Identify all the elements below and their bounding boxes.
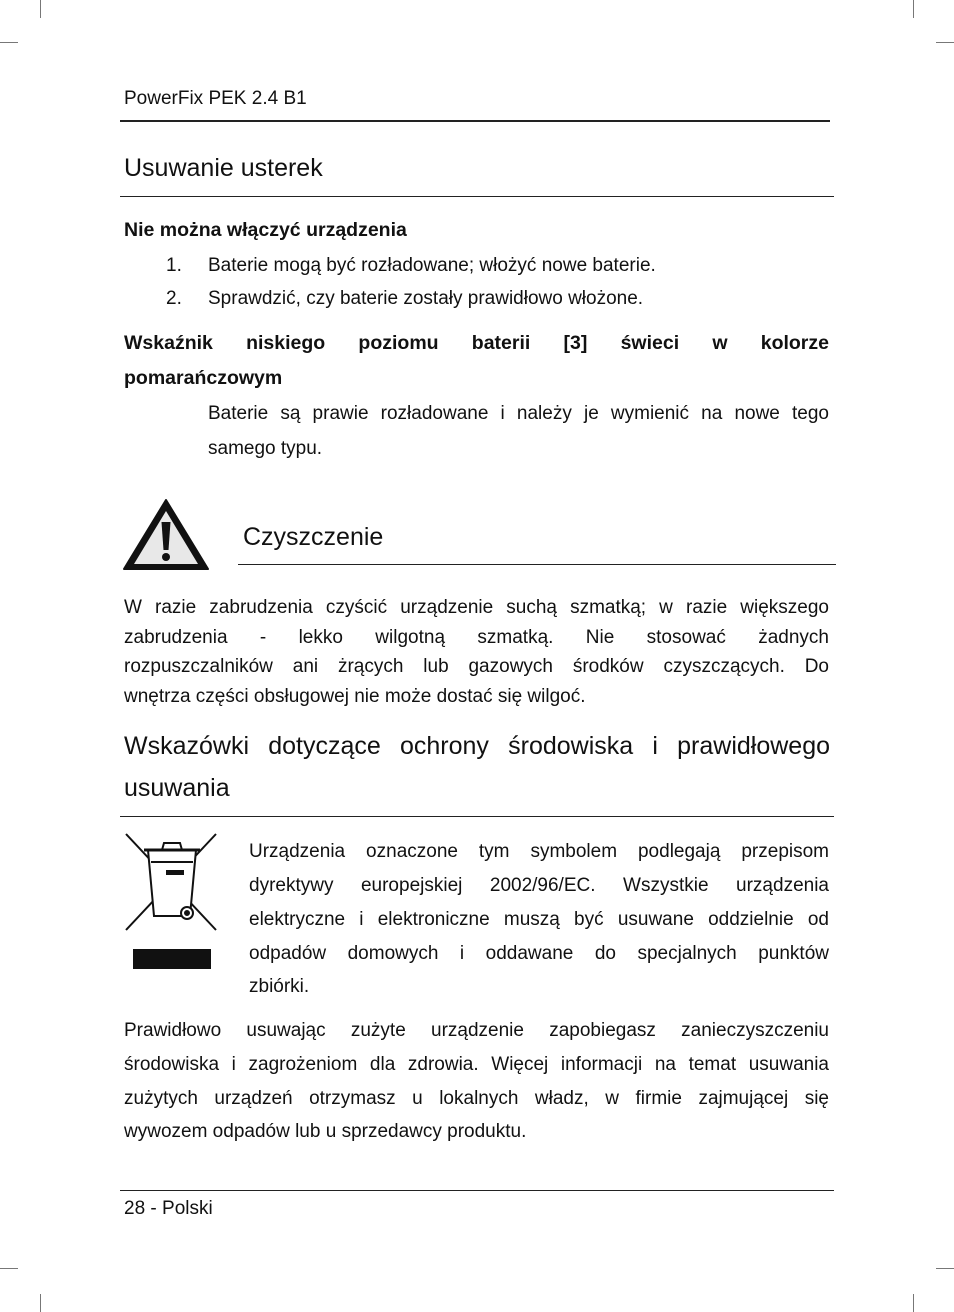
cleaning-text-line: W razie zabrudzenia czyścić urządzenie suchą szmatką; w razie większego [124, 597, 829, 618]
section-rule [238, 564, 836, 565]
header-title: PowerFix PEK 2.4 B1 [124, 88, 307, 109]
disposal-text-line: środowiska i zagrożeniom dla zdrowia. Więcej informacji na temat usuwania [124, 1054, 829, 1075]
section-title-environment: Wskazówki dotyczące ochrony środowiska i prawidłowego [124, 732, 830, 760]
crop-mark [936, 1268, 954, 1269]
crop-mark [40, 0, 41, 18]
step-number: 2. [166, 288, 182, 309]
weee-text-line: Urządzenia oznaczone tym symbolem podlegają przepisom [249, 841, 829, 862]
section-rule [120, 196, 834, 197]
step-text: Sprawdzić, czy baterie zostały prawidłowo włożone. [208, 288, 644, 309]
footer-rule [120, 1190, 834, 1191]
cleaning-text-line: zabrudzenia - lekko wilgotną szmatką. Nie stosować żadnych [124, 627, 829, 648]
disposal-text-line: Prawidłowo usuwając zużyte urządzenie zapobiegasz zanieczyszczeniu [124, 1020, 829, 1041]
problem-heading: Nie można włączyć urządzenia [124, 219, 407, 241]
section-title-troubleshooting: Usuwanie usterek [124, 154, 323, 182]
weee-text-line: elektryczne i elektroniczne muszą być usuwane oddzielnie od [249, 909, 829, 930]
problem-heading: Wskaźnik niskiego poziomu baterii [3] świeci w kolorze [124, 332, 829, 354]
cleaning-text-line: wnętrza części obsługowej nie może dostać się wilgoć. [124, 686, 586, 707]
section-rule [120, 816, 834, 817]
section-title-cleaning: Czyszczenie [243, 523, 384, 551]
weee-text-line: zbiórki. [249, 976, 310, 997]
crop-mark [0, 42, 18, 43]
crop-mark [40, 1294, 41, 1312]
page-number: 28 - Polski [124, 1198, 213, 1219]
problem-heading: pomarańczowym [124, 367, 283, 389]
problem-text: Baterie są prawie rozładowane i należy je wymienić na nowe tego [208, 403, 829, 424]
section-title-environment: usuwania [124, 774, 230, 802]
warning-icon [122, 498, 210, 572]
disposal-text-line: wywozem odpadów lub u sprzedawcy produktu. [124, 1121, 527, 1142]
step-text: Baterie mogą być rozładowane; włożyć nowe baterie. [208, 255, 656, 276]
weee-text-line: dyrektywy europejskiej 2002/96/EC. Wszystkie urządzenia [249, 875, 829, 896]
crop-mark [913, 1294, 914, 1312]
header-rule [120, 120, 830, 122]
crop-mark [0, 1268, 18, 1269]
weee-text-line: odpadów domowych i oddawane do specjalnych punktów [249, 943, 829, 964]
disposal-text-line: zużytych urządzeń otrzymasz u lokalnych władz, w firmie zajmującej się [124, 1088, 829, 1109]
crop-mark [913, 0, 914, 18]
crop-mark [936, 42, 954, 43]
cleaning-text-line: rozpuszczalników ani żrących lub gazowych środków czyszczących. Do [124, 656, 829, 677]
step-number: 1. [166, 255, 182, 276]
weee-bin-icon [124, 832, 220, 972]
problem-text: samego typu. [208, 438, 323, 459]
